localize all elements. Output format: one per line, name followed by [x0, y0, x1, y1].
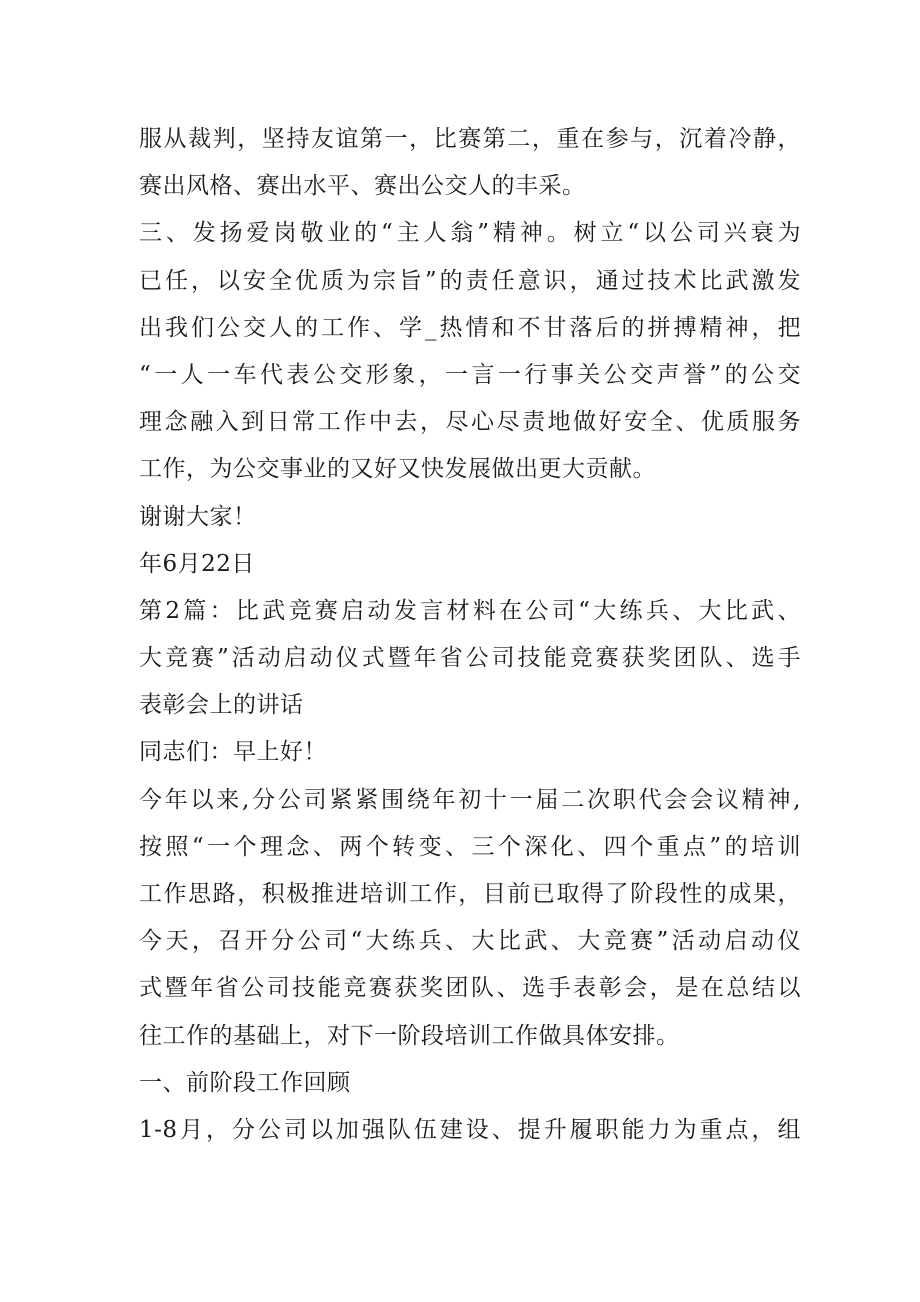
text-line: 理念融入到日常工作中去，尽心尽责地做好安全、优质服务	[139, 409, 801, 436]
text-line: 今年以来,分公司紧紧围绕年初十一届二次职代会会议精神,	[139, 786, 801, 813]
text-line: “一人一车代表公交形象，一言一行事关公交声誉”的公交	[139, 361, 801, 388]
text-line: 1-8月，分公司以加强队伍建设、提升履职能力为重点，组	[139, 1116, 801, 1143]
text-line: 今天，召开分公司“大练兵、大比武、大竞赛”活动启动仪	[139, 928, 801, 955]
text-line: 同志们：早上好！	[139, 739, 327, 766]
text-line: 三、发扬爱岗敬业的“主人翁”精神。树立“以公司兴衰为	[139, 220, 801, 247]
section-heading-line: 表彰会上的讲话	[139, 692, 304, 719]
section-heading-line: 第2篇：比武竞赛启动发言材料在公司“大练兵、大比武、	[139, 597, 801, 624]
subheading-line: 一、前阶段工作回顾	[139, 1069, 351, 1096]
text-line: 出我们公交人的工作、学_热情和不甘落后的拼搏精神，把	[139, 314, 801, 341]
document-body	[139, 116, 801, 1154]
text-line: 工作思路，积极推进培训工作，目前已取得了阶段性的成果，	[139, 881, 801, 907]
text-line: 式暨年省公司技能竞赛获奖团队、选手表彰会，是在总结以	[139, 975, 801, 1002]
text-line: 工作，为公交事业的又好又快发展做出更大贡献。	[139, 456, 656, 483]
text-line: 赛出风格、赛出水平、赛出公交人的丰采。	[139, 173, 586, 200]
text-line: 按照“一个理念、两个转变、三个深化、四个重点”的培训	[139, 833, 801, 860]
section-heading-line: 大竞赛”活动启动仪式暨年省公司技能竞赛获奖团队、选手	[139, 645, 801, 672]
text-line: 谢谢大家！	[139, 503, 257, 530]
text-line: 服从裁判，坚持友谊第一，比赛第二，重在参与，沉着冷静，	[139, 126, 801, 152]
text-line: 已任，以安全优质为宗旨”的责任意识，通过技术比武激发	[139, 267, 801, 294]
text-line: 年6月22日	[139, 550, 255, 577]
text-line: 往工作的基础上，对下一阶段培训工作做具体安排。	[139, 1022, 680, 1049]
